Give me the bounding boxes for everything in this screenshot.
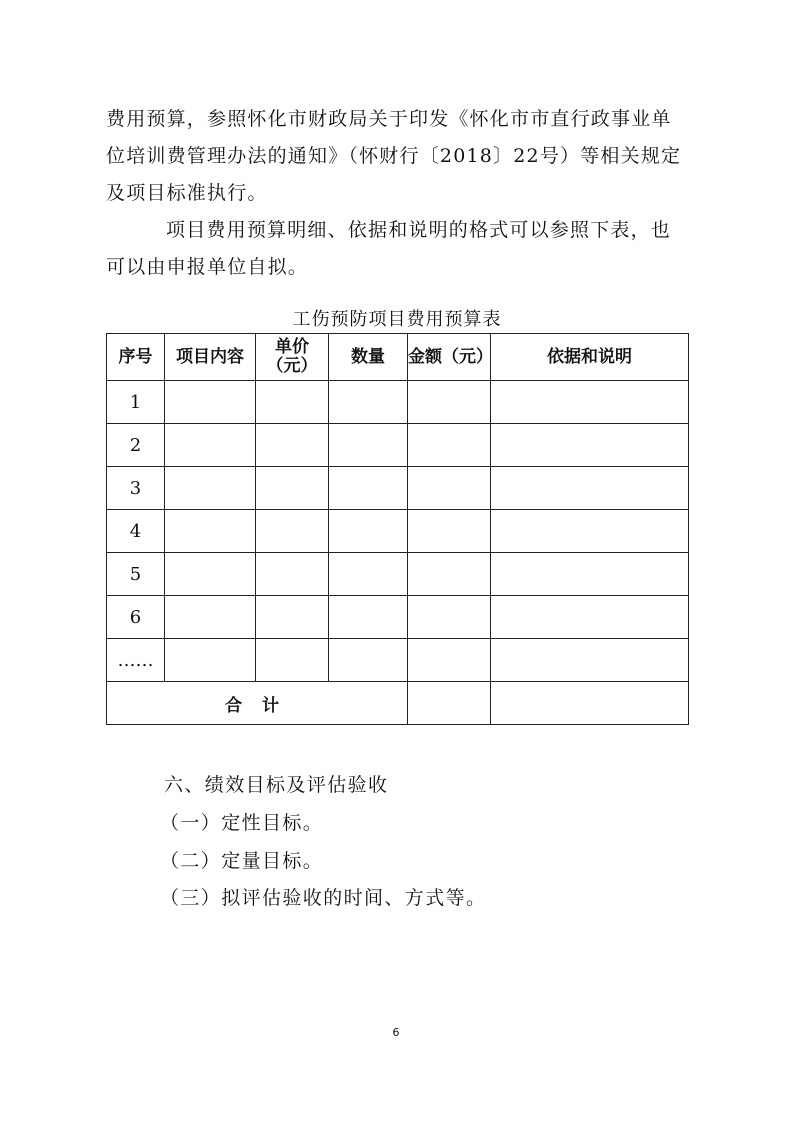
- cell-item: [165, 467, 256, 510]
- cell-basis: [491, 553, 689, 596]
- cell-price: [256, 639, 329, 682]
- header-item: 项目内容: [165, 334, 256, 381]
- cell-amount: [408, 596, 491, 639]
- header-amount: 金额（元）: [408, 334, 491, 381]
- cell-item: [165, 553, 256, 596]
- row-seq: 5: [107, 553, 165, 596]
- cell-total-amount: [408, 682, 491, 725]
- cell-amount: [408, 639, 491, 682]
- cell-amount: [408, 553, 491, 596]
- table-row: [107, 381, 689, 424]
- cell-qty: [329, 639, 408, 682]
- page-number: 6: [392, 1026, 400, 1039]
- cell-price: [256, 424, 329, 467]
- table-row: [107, 424, 689, 467]
- table-row: [107, 467, 689, 510]
- cell-price: [256, 596, 329, 639]
- cell-item: [165, 510, 256, 553]
- row-seq: 3: [107, 467, 165, 510]
- header-seq: 序号: [107, 334, 165, 381]
- cell-amount: [408, 467, 491, 510]
- cell-price: [256, 381, 329, 424]
- paragraph-budget-reference: 费用预算，参照怀化市财政局关于印发《怀化市市直行政事业单位培训费管理办法的通知》（怀财行〔2018〕22号）等相关规定及项目标准执行。: [106, 108, 682, 204]
- cell-qty: [329, 510, 408, 553]
- section-item-quantitative: （二）定量目标。: [160, 850, 324, 872]
- total-label: 合计: [107, 682, 408, 725]
- row-seq: 2: [107, 424, 165, 467]
- row-seq: ……: [107, 639, 165, 682]
- table-title: 工伤预防项目费用预算表: [292, 309, 502, 330]
- cell-qty: [329, 553, 408, 596]
- cell-basis: [491, 510, 689, 553]
- table-header-row: [107, 334, 689, 381]
- row-seq: 4: [107, 510, 165, 553]
- cell-basis: [491, 596, 689, 639]
- cell-item: [165, 596, 256, 639]
- cell-amount: [408, 510, 491, 553]
- row-seq: 6: [107, 596, 165, 639]
- cell-qty: [329, 596, 408, 639]
- cell-total-basis: [491, 682, 689, 725]
- cell-amount: [408, 424, 491, 467]
- header-basis: 依据和说明: [491, 334, 689, 381]
- cell-item: [165, 381, 256, 424]
- section-item-evaluation: （三）拟评估验收的时间、方式等。: [160, 887, 487, 909]
- table-row: [107, 639, 689, 682]
- cell-qty: [329, 381, 408, 424]
- table-row: [107, 596, 689, 639]
- header-price: 单价（元）: [256, 334, 329, 381]
- cell-qty: [329, 467, 408, 510]
- cell-basis: [491, 467, 689, 510]
- cell-basis: [491, 639, 689, 682]
- cell-price: [256, 553, 329, 596]
- cell-qty: [329, 424, 408, 467]
- row-seq: 1: [107, 381, 165, 424]
- cell-price: [256, 467, 329, 510]
- cell-amount: [408, 381, 491, 424]
- table-row: [107, 510, 689, 553]
- cell-basis: [491, 381, 689, 424]
- section-item-qualitative: （一）定性目标。: [160, 812, 324, 834]
- cell-price: [256, 510, 329, 553]
- section-heading-performance: 六、绩效目标及评估验收: [164, 774, 389, 796]
- header-qty: 数量: [329, 334, 408, 381]
- cell-basis: [491, 424, 689, 467]
- paragraph-budget-format: 项目费用预算明细、依据和说明的格式可以参照下表，也可以由申报单位自拟。: [106, 219, 672, 278]
- budget-table: [106, 333, 689, 725]
- table-row: [107, 553, 689, 596]
- table-total-row: [107, 682, 689, 725]
- cell-item: [165, 424, 256, 467]
- cell-item: [165, 639, 256, 682]
